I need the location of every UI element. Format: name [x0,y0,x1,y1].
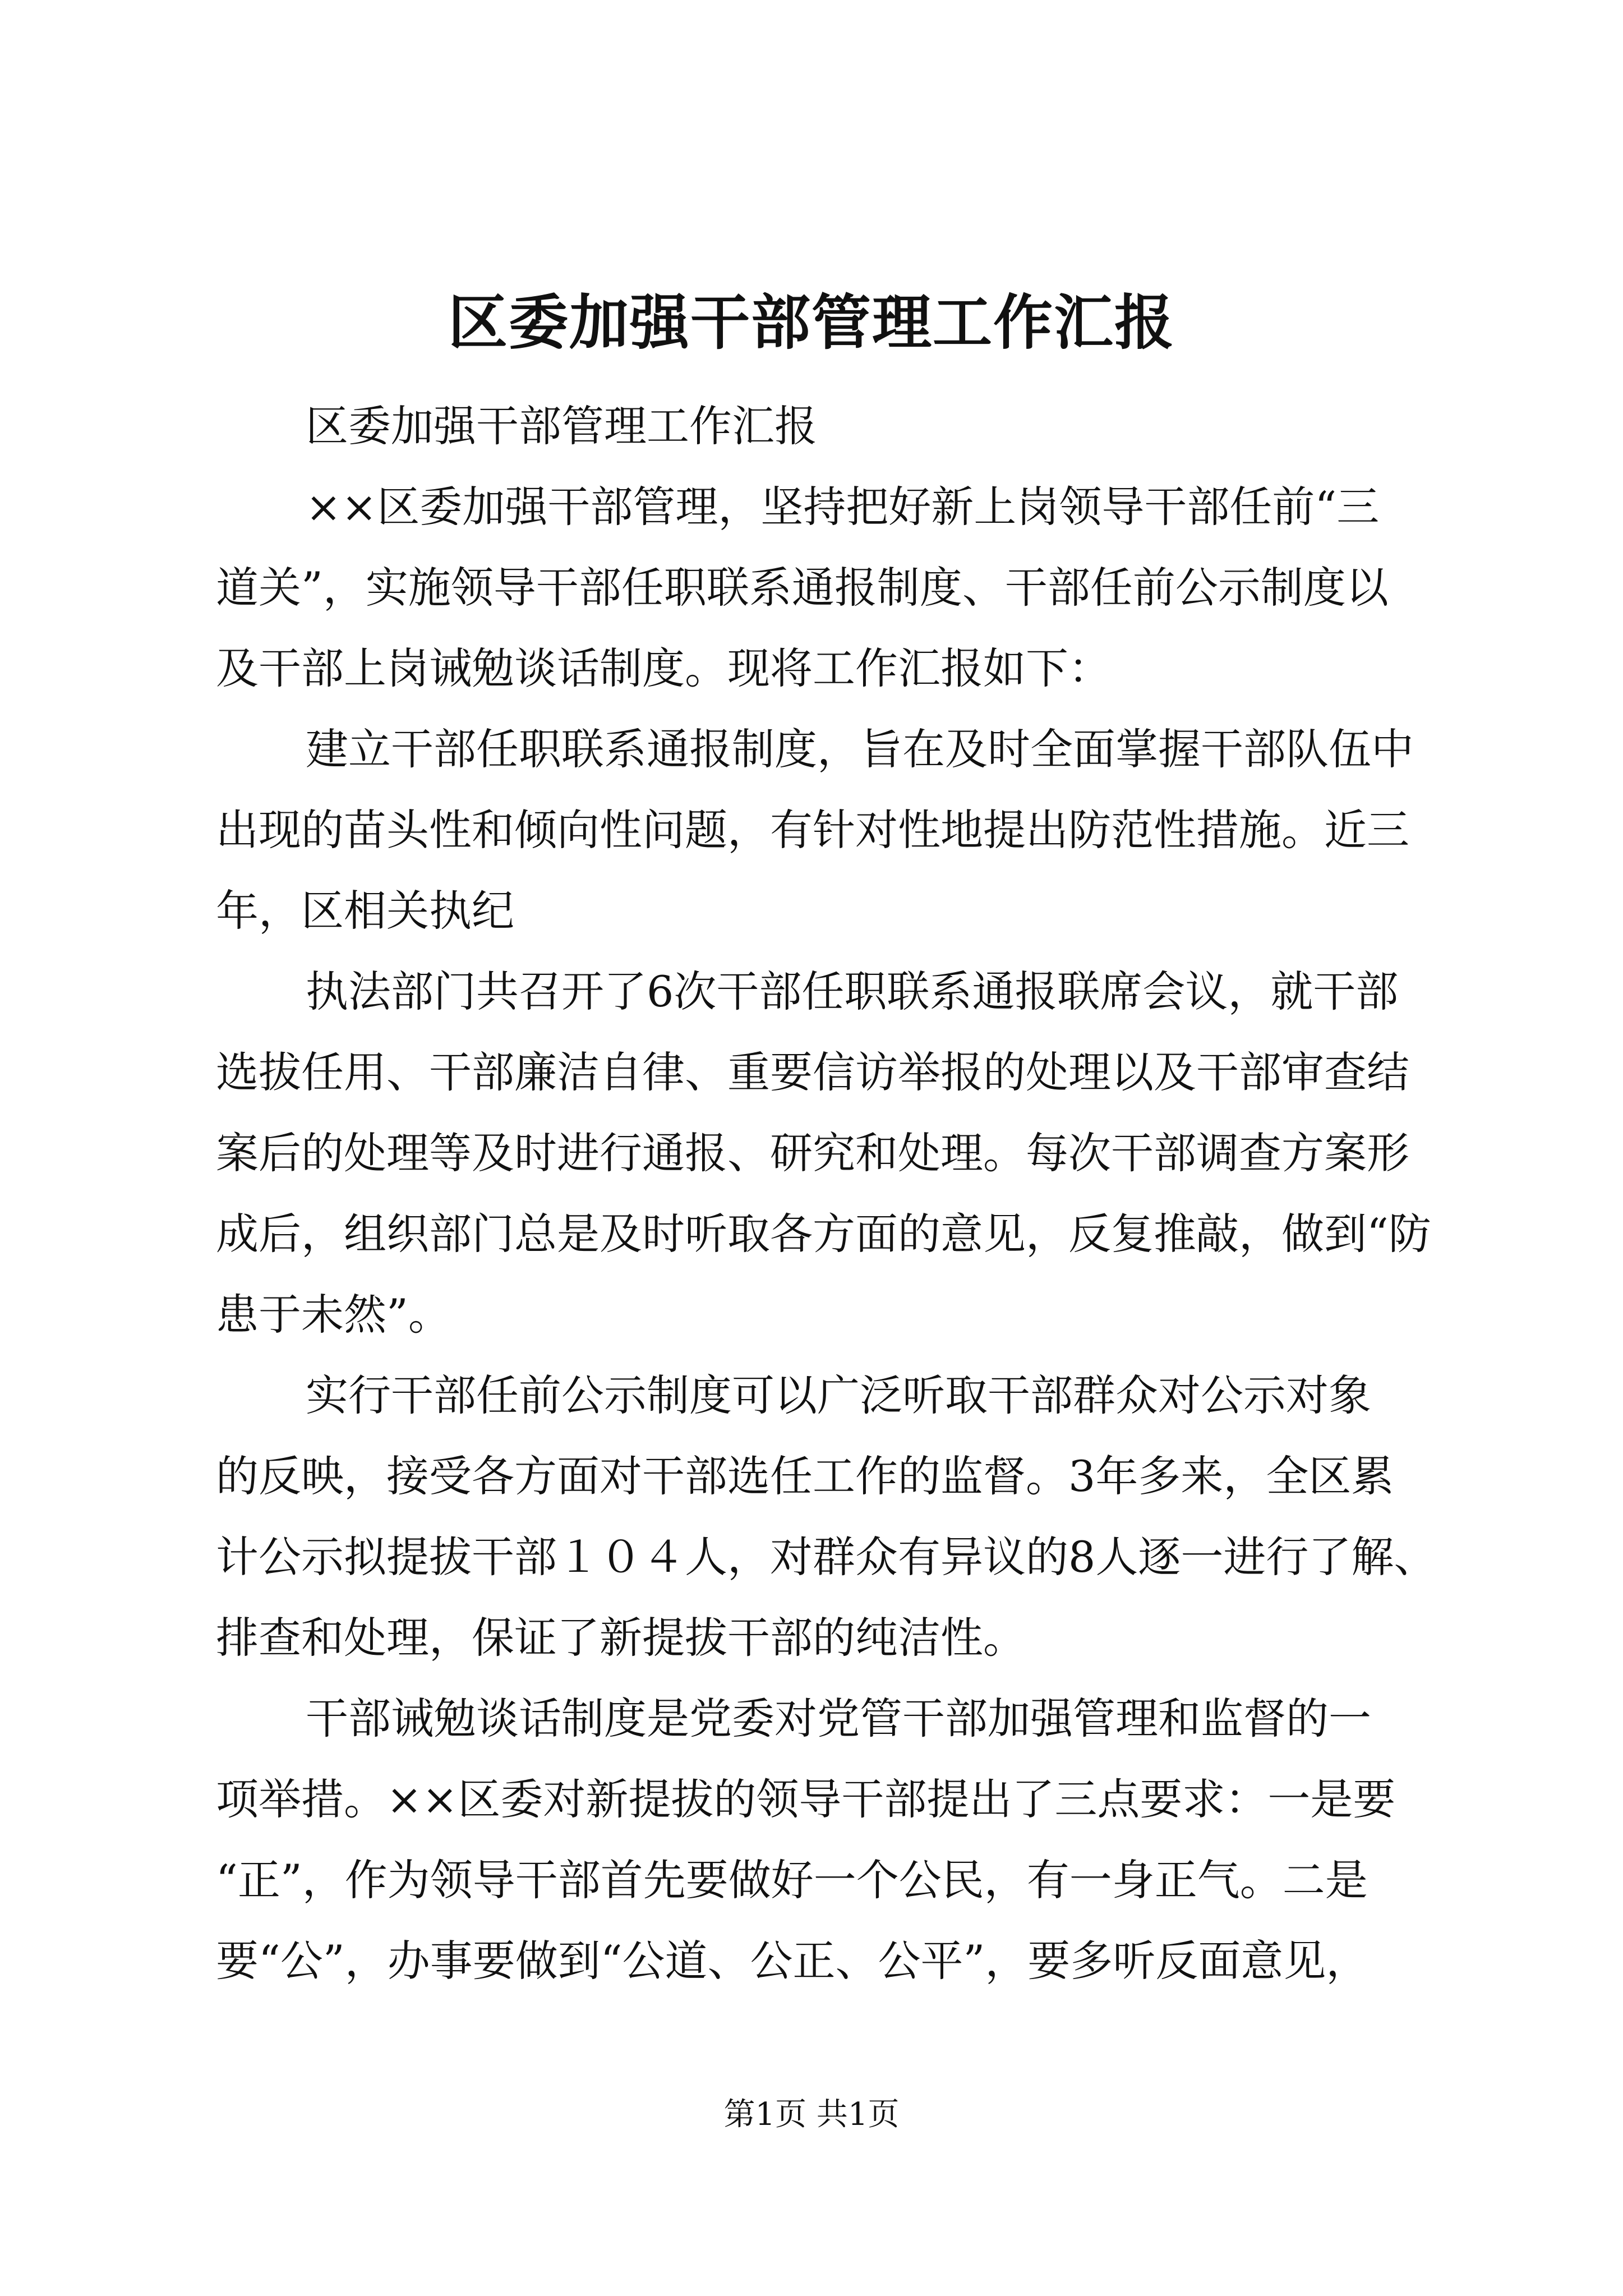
paragraph-4-line-4: 排查和处理，保证了新提拔干部的纯洁性。 [216,1613,1026,1663]
document-body [216,386,1437,2001]
paragraph-5-line-3: “正”，作为领导干部首先要做好一个公民，有一身正气。二是 [216,1855,1368,1905]
paragraph-4-line-1: 实行干部任前公示制度可以广泛听取干部群众对公示对象 [306,1370,1371,1420]
paragraph-2-line-2: 出现的苗头性和倾向性问题，有针对性地提出防范性措施。近三 [216,805,1409,855]
paragraph-1-line-2: 道关”，实施领导干部任职联系通报制度、干部任前公示制度以 [216,563,1389,613]
paragraph-3-line-3: 案后的处理等及时进行通报、研究和处理。每次干部调查方案形 [216,1128,1409,1178]
paragraph-5-line-4: 要“公”，办事要做到“公道、公正、公平”，要多听反面意见， [216,1936,1369,1986]
paragraph-2-line-3: 年，区相关执纪 [216,886,514,936]
subtitle-line: 区委加强干部管理工作汇报 [306,401,817,451]
paragraph-3-line-4: 成后，组织部门总是及时听取各方面的意见，反复推敲，做到“防 [216,1209,1431,1259]
paragraph-5-line-2: 项举措。××区委对新提拔的领导干部提出了三点要求：一是要 [216,1774,1396,1824]
paragraph-1-line-3: 及干部上岗诫勉谈话制度。现将工作汇报如下： [216,643,1111,693]
paragraph-2-line-1: 建立干部任职联系通报制度，旨在及时全面掌握干部队伍中 [306,724,1414,774]
paragraph-4-line-2: 的反映，接受各方面对干部选任工作的监督。3年多来，全区累 [216,1451,1394,1501]
paragraph-3-line-5: 患于未然”。 [216,1290,451,1340]
paragraph-3-line-2: 选拔任用、干部廉洁自律、重要信访举报的处理以及干部审查结 [216,1047,1409,1097]
paragraph-3-line-1: 执法部门共召开了6次干部任职联系通报联席会议，就干部 [306,967,1399,1016]
page-footer: 第1页 共1页 [723,2096,900,2133]
paragraph-4-line-3: 计公示拟提拔干部１０４人，对群众有异议的8人逐一进行了解、 [216,1532,1437,1582]
document-title: 区委加强干部管理工作汇报 [448,287,1175,357]
paragraph-5-line-1: 干部诫勉谈话制度是党委对党管干部加强管理和监督的一 [306,1694,1371,1743]
paragraph-1-line-1: ××区委加强干部管理，坚持把好新上岗领导干部任前“三 [306,482,1380,532]
